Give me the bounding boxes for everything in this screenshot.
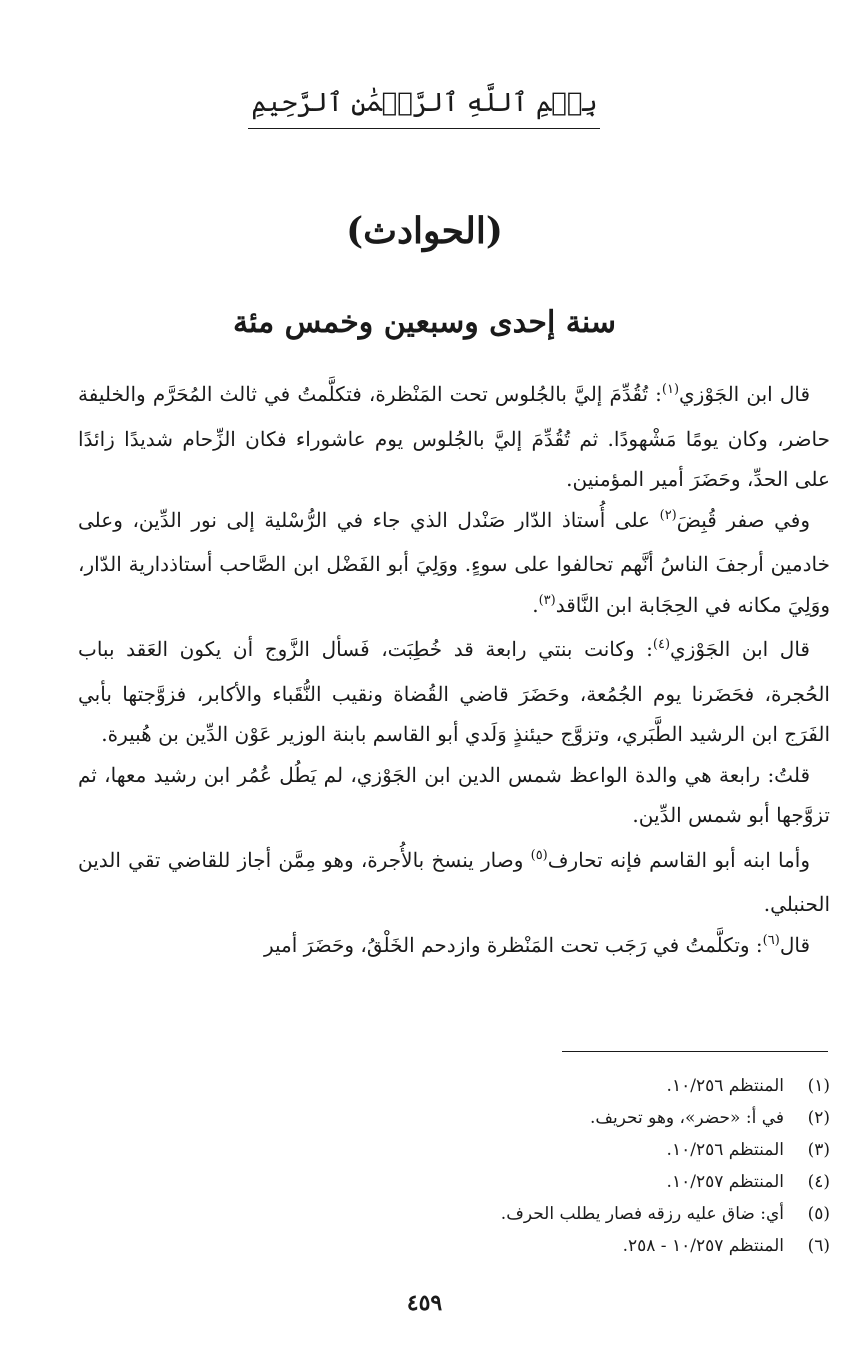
footnote — [300, 1134, 830, 1166]
footnote-marker: (٥) — [530, 847, 548, 863]
paragraph-text: قال ابن الجَوْزي — [679, 382, 810, 406]
footnote — [300, 1070, 830, 1102]
footnote — [300, 1198, 830, 1230]
footnote-number: (٦) — [807, 1236, 830, 1256]
paragraph-text: : تُقُدِّمَ إليَّ بالجُلوس تحت المَنْظرة، فتكلَّمتُ في ثالث المُحَرَّم والخليفة حاضر، وكان يومًا مَشْهودًا. ثم تُقُدِّمَ إليَّ بالجُلوس يوم عاشوراء فكان الزِّحام شديدًا زائدًا على الحدِّ، وحَضَرَ أمير المؤمنين. — [78, 382, 830, 491]
footnote-marker: (٦) — [762, 932, 780, 948]
footnote-number: (٣) — [807, 1140, 830, 1160]
footnote-text: أي: ضاق عليه رزقه فصار يطلب الحرف. — [500, 1204, 784, 1224]
paragraph-text: : وكانت بنتي رابعة قد خُطِبَت، فَسأل الزَّوج أن يكون العَقد بباب الحُجرة، فحَضَرنا يوم الجُمُعة، وحَضَرَ قاضي القُضاة ونقيب النُّقَباء والأكابر، فزوَّجتها بأبي الفَرَج ابن الرشيد الطَّبَري، وتزوَّج حيئنذٍ وَلَدي أبو القاسم بابنة الوزير عَوْن الدِّين بن هُبيرة. — [78, 637, 830, 746]
footnote-marker: (٤) — [652, 637, 671, 652]
footnote-text: المنتظم ١٠/٢٥٧. — [666, 1172, 784, 1192]
paragraph-text: . — [532, 592, 539, 617]
footnote-text: المنتظم ١٠/٢٥٦. — [666, 1140, 784, 1160]
paragraph — [78, 500, 830, 630]
paragraph — [78, 629, 830, 755]
paragraph — [78, 755, 830, 840]
section-title: (الحوادث) — [346, 210, 503, 252]
paragraph-text: قال — [779, 932, 810, 957]
paragraph-text: قال ابن الجَوْزي — [670, 637, 810, 661]
footnote-number: (١) — [807, 1076, 830, 1096]
paragraph — [78, 840, 830, 925]
paragraph-text: وفي صفر قُبِضَ — [676, 507, 810, 532]
footnote-text: المنتظم ١٠/٢٥٧ - ٢٥٨. — [622, 1236, 784, 1256]
paragraph-text: على أُستاذ الدّار صَنْدل الذي جاء في الرُّسْلية إلى نور الدِّين، وعلى خادمين أرجفَ الناسُ أنَّهم تحالفوا على سوءٍ. ووَلِيَ أبو الفَضْل ابن الصَّاحب أستاذدارية الدّار، ووَلِيَ مكانه في الحِجَابة ابن النَّاقد — [78, 507, 830, 617]
footnote-text: في أ: «حضر»، وهو تحريف. — [589, 1108, 784, 1128]
paragraph-text: قلتُ: رابعة هي والدة الواعظ شمس الدين ابن الجَوْزي، لم يَطُل عُمُر ابن رشيد معها، ثم تزوَّجها أبو شمس الدِّين. — [78, 762, 830, 827]
footnote-marker: (٢) — [659, 507, 677, 523]
footnote-marker: (٣) — [538, 592, 556, 608]
body-text — [78, 374, 830, 969]
paragraph — [78, 374, 830, 500]
paragraph — [78, 925, 830, 970]
basmala-heading: بِسۡمِ ٱللَّهِ ٱلرَّحۡمَٰنِ ٱلرَّحِيمِ — [251, 88, 598, 118]
basmala-calligraphy-stroke — [248, 128, 600, 129]
paragraph-text: : وتكلَّمتُ في رَجَب تحت المَنْظرة وازدحم الخَلْقُ، وحَضَرَ أمير — [263, 932, 763, 957]
footnotes-list — [300, 1070, 830, 1262]
footnote-divider — [562, 1051, 828, 1052]
footnote-marker: (١) — [661, 382, 680, 397]
footnote-number: (٢) — [807, 1108, 830, 1128]
footnote — [300, 1230, 830, 1262]
year-title: سنة إحدى وسبعين وخمس مئة — [232, 305, 617, 340]
paragraph-text: وصار ينسخ بالأُجرة، وهو مِمَّن أجاز للقاضي تقي الدين الحنبلي. — [78, 847, 830, 916]
footnote-number: (٥) — [807, 1204, 830, 1224]
footnote — [300, 1166, 830, 1198]
footnote — [300, 1102, 830, 1134]
paragraph-text: وأما ابنه أبو القاسم فإنه تحارف — [547, 847, 810, 872]
page-number: ٤٥٩ — [406, 1290, 443, 1316]
footnote-text: المنتظم ١٠/٢٥٦. — [666, 1076, 784, 1096]
footnote-number: (٤) — [807, 1172, 830, 1192]
